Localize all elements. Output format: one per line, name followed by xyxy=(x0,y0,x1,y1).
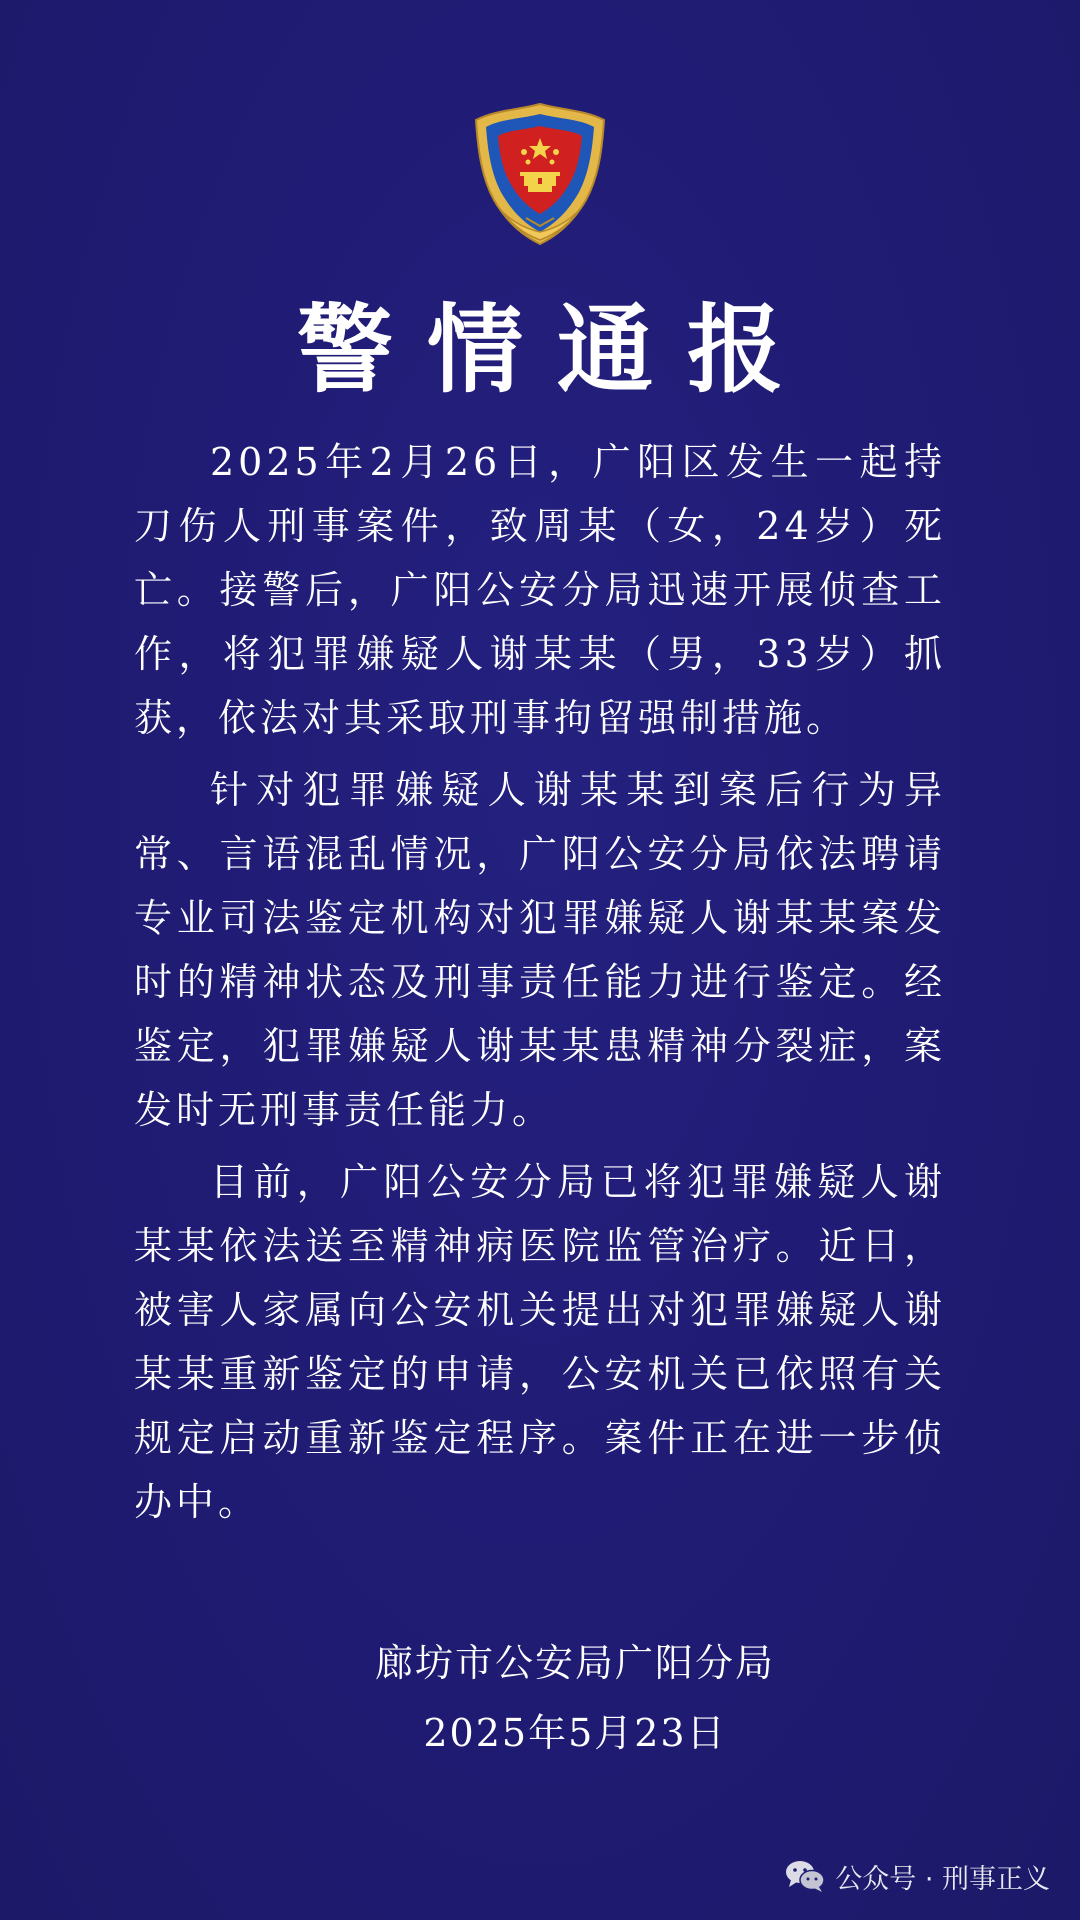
paragraph-2: 针对犯罪嫌疑人谢某某到案后行为异常、言语混乱情况，广阳公安分局依法聘请专业司法鉴定机构对犯罪嫌疑人谢某某案发时的精神状态及刑事责任能力进行鉴定。经鉴定，犯罪嫌疑人谢某某患精神分裂症，案发时无刑事责任能力。 xyxy=(134,768,946,1132)
watermark-text: 公众号 · 刑事正义 xyxy=(835,1863,1050,1895)
signature-block xyxy=(0,1628,1080,1768)
issuer-name: 廊坊市公安局广阳分局 xyxy=(374,1641,775,1685)
watermark xyxy=(785,1856,1050,1896)
paragraph-3: 目前，广阳公安分局已将犯罪嫌疑人谢某某依法送至精神病医院监管治疗。近日，被害人家属向公安机关提出对犯罪嫌疑人谢某某重新鉴定的申请，公安机关已依照有关规定启动重新鉴定程序。案件正在进一步侦办中。 xyxy=(134,1160,946,1524)
paragraph-1: 2025年2月26日，广阳区发生一起持刀伤人刑事案件，致周某（女，24岁）死亡。接警后，广阳公安分局迅速开展侦查工作，将犯罪嫌疑人谢某某（男，33岁）抓获，依法对其采取刑事拘留强制措施。 xyxy=(134,440,946,740)
notice-body xyxy=(134,430,946,1542)
issue-date: 2025年5月23日 xyxy=(423,1711,727,1755)
notice-title: 警情通报 xyxy=(297,294,817,406)
wechat-icon xyxy=(785,1859,825,1893)
police-emblem-icon xyxy=(466,100,614,248)
